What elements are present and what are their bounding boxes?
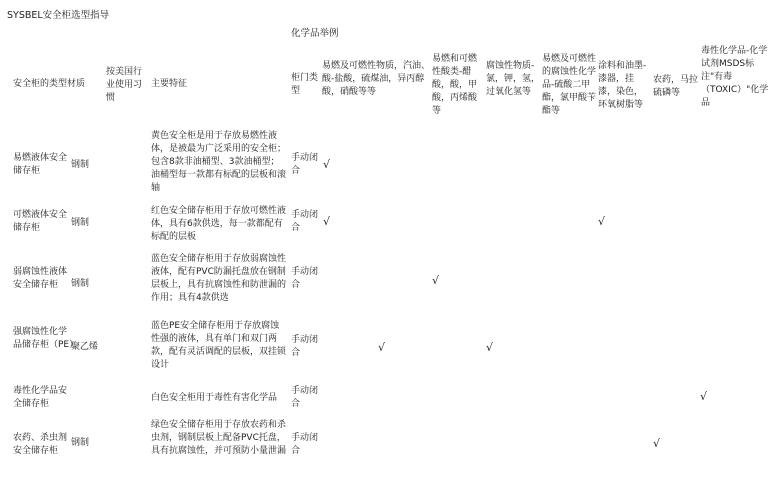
- row-6-material: 钢制: [71, 438, 90, 448]
- row-6-door: 手动闭合: [291, 433, 319, 456]
- row-1-door: 手动闭合: [291, 153, 319, 176]
- row-5-check-toxic: √: [700, 390, 708, 403]
- row-3-type: 弱腐蚀性液体安全储存柜: [13, 267, 68, 290]
- row-5-feature: 白色安全柜用于毒性有害化学品: [151, 393, 278, 403]
- header-type-material: 安全柜的类型材质: [13, 79, 86, 89]
- header-chem-2: 易燃和可燃性酸类-醋酸，酸，甲酸，丙烯酸等: [432, 54, 478, 116]
- row-4-check-flammable-corrosive: √: [378, 341, 386, 354]
- section-label: 化学品举例: [291, 28, 339, 39]
- row-2-type: 可燃液体安全储存柜: [13, 210, 68, 233]
- row-2-door: 手动闭合: [291, 210, 319, 233]
- row-3-feature: 蓝色安全储存柜用于存放弱腐蚀性液体，配有PVC防漏托盘放在钢制层板上，具有抗腐蚀性和防泄漏的作用；具有4款供选: [151, 254, 287, 303]
- row-1-material: 钢制: [71, 160, 90, 170]
- row-5-door: 手动闭合: [291, 386, 319, 409]
- row-4-type: 强腐蚀性化学品储存柜（PE）: [13, 327, 79, 350]
- header-main-features: 主要特征: [151, 79, 188, 89]
- row-1-type: 易燃液体安全储存柜: [13, 153, 68, 176]
- header-chem-6: 农药，马拉硫磷等: [653, 75, 699, 98]
- row-6-type: 农药、杀虫剂安全储存柜: [13, 433, 68, 456]
- row-6-check-pesticides: √: [653, 437, 661, 450]
- row-1-check-flammable: √: [323, 158, 331, 171]
- row-4-material: 聚乙烯: [71, 342, 99, 352]
- row-2-feature: 红色安全储存柜用于存放可燃性液体，具有6款供选，每一款都配有标配的层板: [151, 206, 287, 242]
- row-5-type: 毒性化学品安全储存柜: [13, 386, 68, 409]
- page-title: SYSBEL安全柜选型指导: [7, 10, 110, 21]
- header-chem-7: 毒性化学品-化学试剂MSDS标注"有毒（TOXIC）"化学品: [701, 46, 769, 108]
- row-2-material: 钢制: [71, 218, 90, 228]
- row-4-check-corrosive: √: [486, 341, 494, 354]
- header-chem-3: 腐蚀性物质-氯，钾，氢，过氧化氢等: [486, 61, 541, 97]
- header-chem-1: 易燃及可燃性物质，汽油、酸-盐酸，硫煤油，异丙醇酸，硝酸等等: [322, 61, 431, 97]
- row-3-check-acids: √: [432, 274, 440, 287]
- row-3-door: 手动闭合: [291, 267, 319, 290]
- header-chem-5: 涂料和油墨-漆器，挂漆，染色，环氧树脂等: [598, 61, 647, 110]
- row-2-check-coatings: √: [598, 215, 606, 228]
- row-2-check-flammable: √: [323, 215, 331, 228]
- row-6-feature: 绿色安全储存柜用于存放农药和杀虫剂，钢制层板上配备PVC托盘，具有抗腐蚀性，并可预防小量泄漏: [151, 420, 287, 456]
- header-chem-4: 易燃及可燃性的腐蚀性化学品-硫酸二甲酯，氯甲酸苄酯等: [542, 54, 597, 116]
- row-3-material: 钢制: [71, 279, 90, 289]
- row-1-feature: 黄色安全柜是用于存放易燃性液体，是被最为广泛采用的安全柜；包含8款非油桶型、3款油桶型；油桶型每一款都有标配的层板和滚轴: [151, 131, 287, 193]
- header-door-type: 柜门类型: [291, 73, 319, 96]
- row-4-door: 手动闭合: [291, 335, 319, 358]
- header-us-usage: 按美国行业使用习惯: [106, 67, 143, 103]
- row-4-feature: 蓝色PE安全储存柜用于存放腐蚀性强的液体，具有单门和双门两款，配有灵活调配的层板，双挂锁设计: [151, 321, 287, 370]
